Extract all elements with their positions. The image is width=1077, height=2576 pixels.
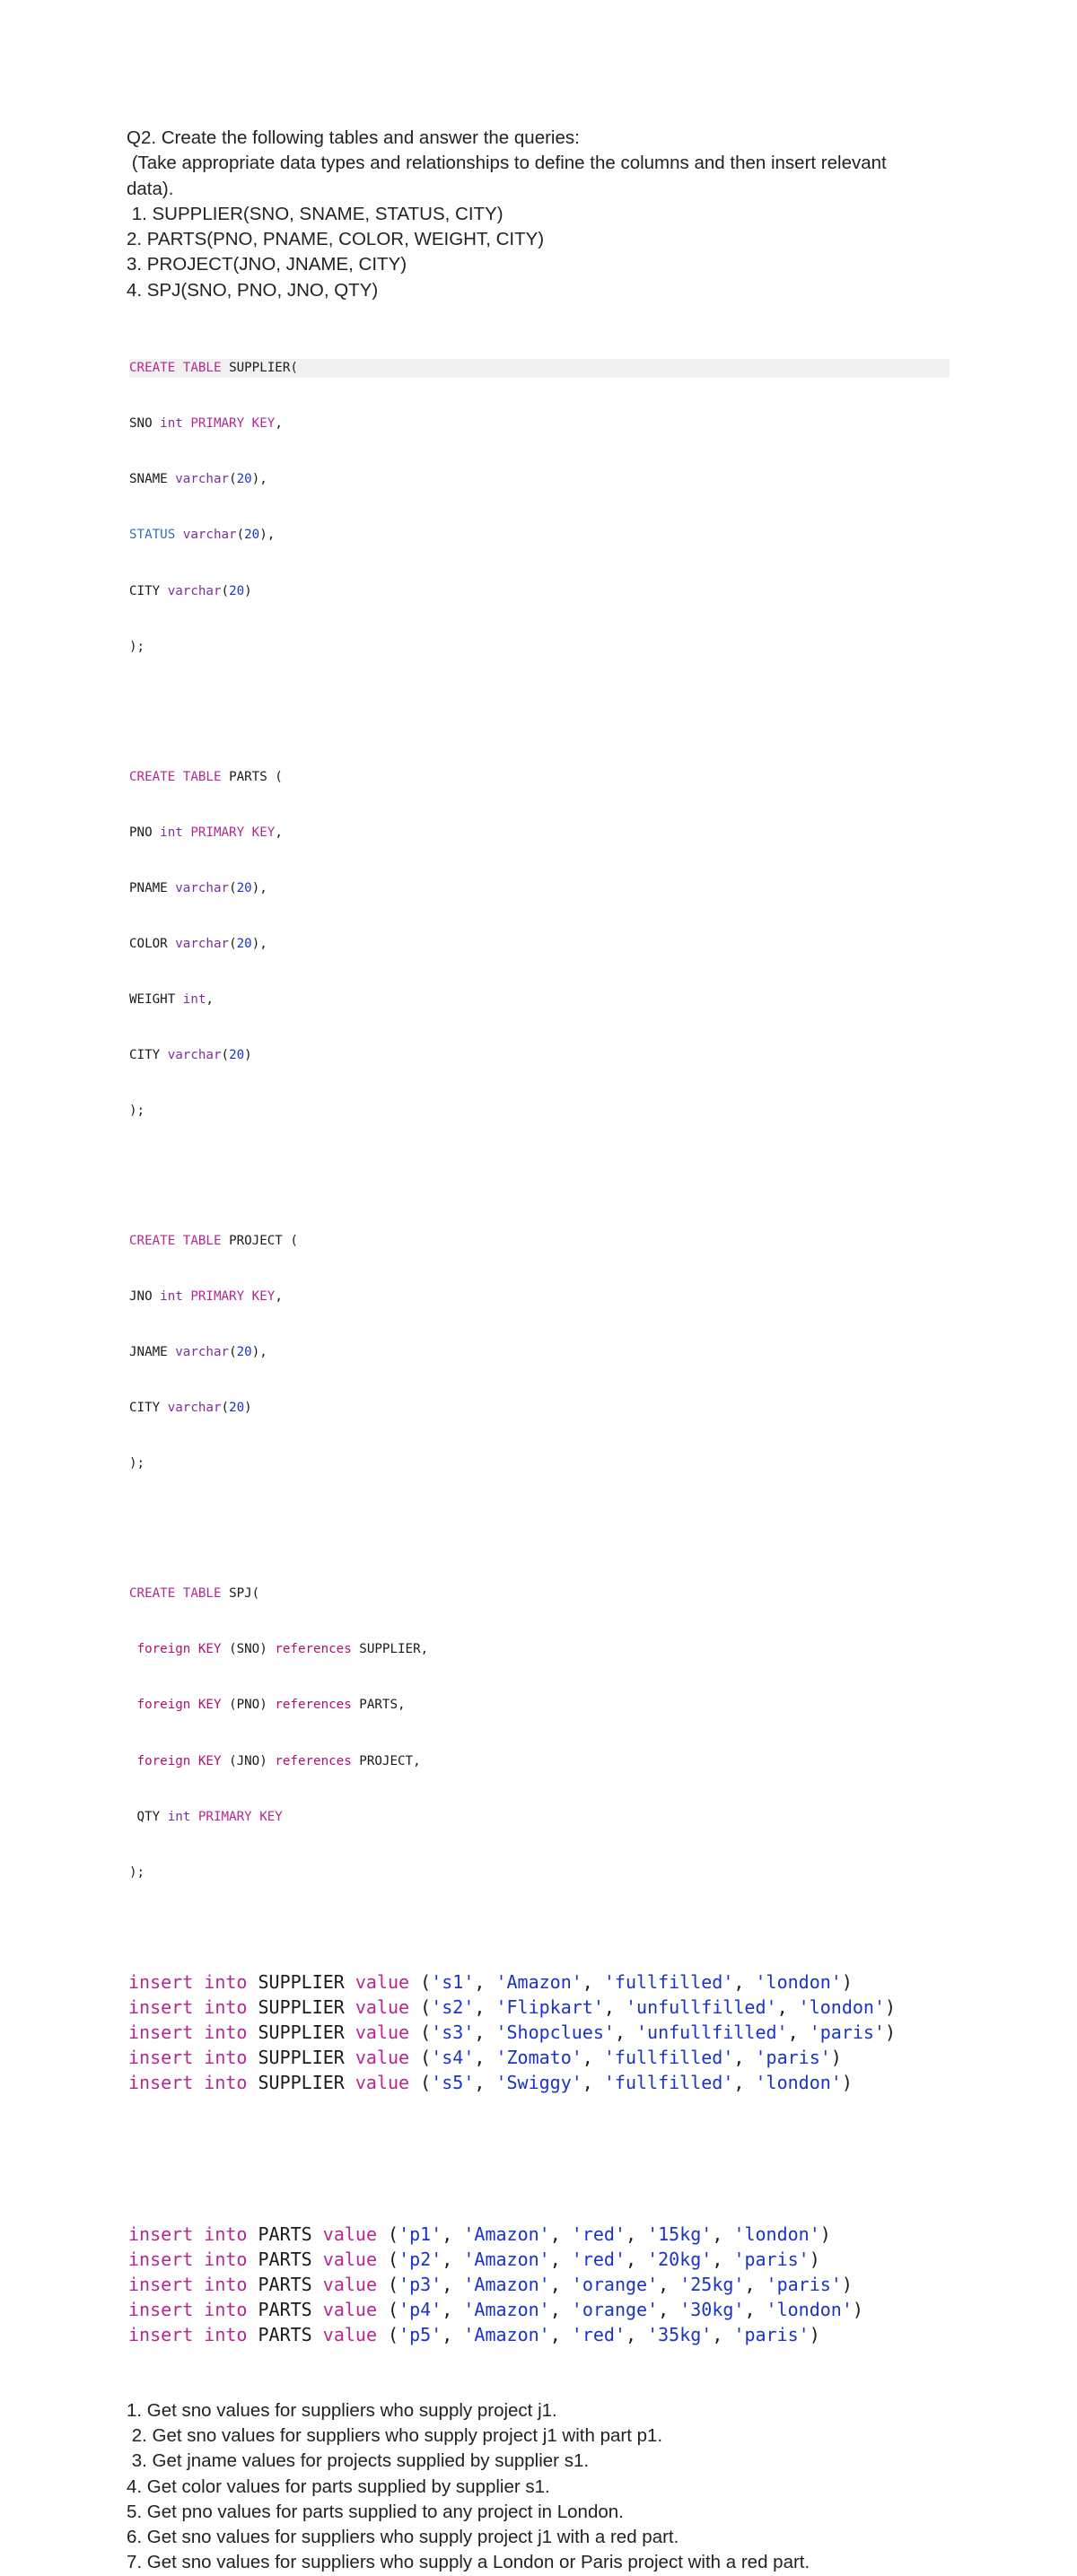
table-name: SUPPLIER (258, 2072, 345, 2094)
keyword-into: into (204, 2274, 248, 2296)
insert-statement: insert into PARTS value ('p4', 'Amazon', 'orange', '30kg', 'london') (128, 2299, 863, 2321)
query-item: 4. Get color values for parts supplied by supplier s1. (127, 2476, 550, 2497)
keyword-into: into (204, 2324, 248, 2346)
keyword-value: value (355, 1996, 410, 2019)
query-item: 7. Get sno values for suppliers who supply a London or Paris project with a red part. (127, 2552, 810, 2573)
table-name: PARTS (258, 2324, 312, 2346)
keyword-into: into (204, 2299, 248, 2321)
string-literal: 'Amazon' (463, 2324, 550, 2346)
string-literal: 'Shopclues' (495, 2022, 615, 2044)
keyword-insert: insert (128, 2022, 194, 2044)
question-note-line-1: (Take appropriate data types and relationships to define the columns and then insert relevant (127, 153, 887, 174)
table-name: SUPPLIER (258, 1971, 345, 1994)
string-literal: 'paris' (755, 2047, 831, 2069)
insert-statement: insert into SUPPLIER value ('s3', 'Shopclues', 'unfullfilled', 'paris') (128, 2022, 897, 2044)
table-name: PARTS (258, 2249, 312, 2271)
string-literal: 'london' (755, 1971, 842, 1994)
string-literal: 's1' (431, 1971, 475, 1994)
string-literal: 'Zomato' (495, 2047, 582, 2069)
code-line: CREATE TABLE SPJ( (129, 1586, 260, 1602)
keyword-value: value (322, 2299, 377, 2321)
keyword-value: value (322, 2324, 377, 2346)
code-line: ); (129, 1104, 145, 1119)
string-literal: 'p3' (398, 2274, 442, 2296)
string-literal: 'Swiggy' (495, 2072, 582, 2094)
keyword-into: into (204, 1971, 248, 1994)
code-line: SNO int PRIMARY KEY, (129, 416, 283, 432)
code-line: CREATE TABLE SUPPLIER( (129, 359, 950, 378)
keyword-value: value (322, 2222, 377, 2245)
insert-statement: insert into PARTS value ('p1', 'Amazon', 'red', '15kg', 'london') (128, 2222, 831, 2245)
insert-statement: insert into PARTS value ('p5', 'Amazon', 'red', '35kg', 'paris') (128, 2324, 820, 2346)
code-line: WEIGHT int, (129, 991, 214, 1007)
parts-insert-rows (128, 2222, 952, 2347)
query-list (127, 2398, 952, 2576)
string-literal: 'london' (755, 2072, 842, 2094)
query-item: 6. Get sno values for suppliers who supply project j1 with a red part. (127, 2527, 679, 2548)
string-literal: 's2' (431, 1996, 475, 2019)
table-def-project: 3. PROJECT(JNO, JNAME, CITY) (127, 254, 407, 275)
string-literal: 'Flipkart' (495, 1996, 604, 2019)
insert-statement: insert into SUPPLIER value ('s4', 'Zomato', 'fullfilled', 'paris') (128, 2047, 842, 2069)
keyword-insert: insert (128, 2249, 194, 2271)
keyword-insert: insert (128, 2072, 194, 2094)
string-literal: 'london' (798, 1996, 885, 2019)
string-literal: 'Amazon' (463, 2274, 550, 2296)
table-name: PARTS (258, 2299, 312, 2321)
string-literal: '15kg' (647, 2222, 713, 2245)
table-def-parts: 2. PARTS(PNO, PNAME, COLOR, WEIGHT, CITY) (127, 229, 545, 250)
table-def-supplier: 1. SUPPLIER(SNO, SNAME, STATUS, CITY) (127, 203, 503, 224)
keyword-value: value (355, 2022, 410, 2044)
string-literal: 'p2' (398, 2249, 442, 2271)
keyword-into: into (204, 2222, 248, 2245)
supplier-insert-rows (128, 1969, 952, 2095)
keyword-value: value (355, 2047, 410, 2069)
table-name: PARTS (258, 2222, 312, 2245)
table-name: PARTS (258, 2274, 312, 2296)
code-line: CREATE TABLE PROJECT ( (129, 1234, 298, 1248)
insert-statement: insert into PARTS value ('p3', 'Amazon', 'orange', '25kg', 'paris') (128, 2274, 853, 2296)
string-literal: '30kg' (679, 2299, 745, 2321)
keyword-value: value (322, 2249, 377, 2271)
table-name: SUPPLIER (258, 2022, 345, 2044)
string-literal: 'london' (766, 2299, 853, 2321)
code-line: foreign KEY (JNO) references PROJECT, (136, 1753, 421, 1768)
keyword-insert: insert (128, 2222, 194, 2245)
query-item: 2. Get sno values for suppliers who supply project j1 with part p1. (127, 2424, 663, 2446)
string-literal: 'p1' (398, 2222, 442, 2245)
string-literal: 'paris' (733, 2249, 810, 2271)
keyword-into: into (204, 2047, 248, 2069)
table-def-spj: 4. SPJ(SNO, PNO, JNO, QTY) (127, 279, 379, 301)
keyword-insert: insert (128, 2324, 194, 2346)
string-literal: '25kg' (679, 2274, 745, 2296)
keyword-insert: insert (128, 2274, 194, 2296)
string-literal: 'Amazon' (463, 2249, 550, 2271)
string-literal: 'red' (571, 2249, 626, 2271)
insert-statement: insert into SUPPLIER value ('s1', 'Amazon', 'fullfilled', 'london') (128, 1971, 853, 1994)
keyword-insert: insert (128, 2299, 194, 2321)
code-line: CREATE TABLE PARTS ( (129, 769, 283, 784)
code-line: CITY varchar(20) (129, 1401, 252, 1416)
code-line: PNAME varchar(20), (129, 880, 267, 895)
string-literal: 'p4' (398, 2299, 442, 2321)
keyword-insert: insert (128, 1996, 194, 2019)
query-item: 1. Get sno values for suppliers who supply project j1. (127, 2399, 557, 2421)
string-literal: 'Amazon' (495, 1971, 582, 1994)
string-literal: 'fullfilled' (603, 2047, 734, 2069)
string-literal: 's3' (431, 2022, 475, 2044)
keyword-into: into (204, 1996, 248, 2019)
code-line: ); (129, 639, 145, 654)
code-line: foreign KEY (SNO) references SUPPLIER, (136, 1642, 429, 1657)
string-literal: 'red' (571, 2222, 626, 2245)
keyword-insert: insert (128, 2047, 194, 2069)
string-literal: 'london' (733, 2222, 820, 2245)
string-literal: 's5' (431, 2072, 475, 2094)
document-page (127, 126, 952, 2576)
table-name: SUPPLIER (258, 2047, 345, 2069)
string-literal: 'paris' (766, 2274, 842, 2296)
string-literal: 'unfullfilled' (636, 2022, 788, 2044)
insert-code-block (127, 1919, 952, 2398)
code-line: CITY varchar(20) (129, 1048, 252, 1063)
code-line: foreign KEY (PNO) references PARTS, (136, 1698, 406, 1713)
code-line: JNO int PRIMARY KEY, (129, 1289, 283, 1305)
create-table-code-block (127, 303, 952, 1919)
code-line: ); (129, 1456, 145, 1471)
insert-statement: insert into SUPPLIER value ('s5', 'Swiggy', 'fullfilled', 'london') (128, 2072, 853, 2094)
string-literal: 'paris' (809, 2022, 885, 2044)
keyword-into: into (204, 2249, 248, 2271)
code-line: SNAME varchar(20), (129, 472, 267, 487)
string-literal: 'paris' (733, 2324, 810, 2346)
keyword-value: value (355, 1971, 410, 1994)
code-line: PNO int PRIMARY KEY, (129, 825, 283, 840)
code-line: ); (129, 1864, 145, 1880)
string-literal: 'orange' (571, 2274, 659, 2296)
question-title: Q2. Create the following tables and answer the queries: (127, 127, 580, 148)
code-line: COLOR varchar(20), (129, 936, 267, 951)
keyword-value: value (322, 2274, 377, 2296)
query-item: 5. Get pno values for parts supplied to any project in London. (127, 2501, 624, 2522)
string-literal: 's4' (431, 2047, 475, 2069)
string-literal: 'p5' (398, 2324, 442, 2346)
table-name: SUPPLIER (258, 1996, 345, 2019)
code-line: QTY int PRIMARY KEY (136, 1809, 283, 1824)
insert-statement: insert into PARTS value ('p2', 'Amazon', 'red', '20kg', 'paris') (128, 2249, 820, 2271)
string-literal: '35kg' (647, 2324, 713, 2346)
string-literal: 'red' (571, 2324, 626, 2346)
insert-statement: insert into SUPPLIER value ('s2', 'Flipkart', 'unfullfilled', 'london') (128, 1996, 897, 2019)
string-literal: 'Amazon' (463, 2299, 550, 2321)
string-literal: 'orange' (571, 2299, 659, 2321)
string-literal: 'fullfilled' (603, 2072, 734, 2094)
string-literal: '20kg' (647, 2249, 713, 2271)
question-note-line-2: data). (127, 178, 174, 199)
string-literal: 'unfullfilled' (625, 1996, 777, 2019)
keyword-into: into (204, 2072, 248, 2094)
query-item: 3. Get jname values for projects supplied by supplier s1. (127, 2450, 590, 2472)
keyword-insert: insert (128, 1971, 194, 1994)
code-line: JNAME varchar(20), (129, 1345, 267, 1360)
string-literal: 'Amazon' (463, 2222, 550, 2245)
keyword-into: into (204, 2022, 248, 2044)
code-line: STATUS varchar(20), (129, 528, 276, 543)
string-literal: 'fullfilled' (603, 1971, 734, 1994)
keyword-value: value (355, 2072, 410, 2094)
code-line: CITY varchar(20) (129, 583, 252, 598)
